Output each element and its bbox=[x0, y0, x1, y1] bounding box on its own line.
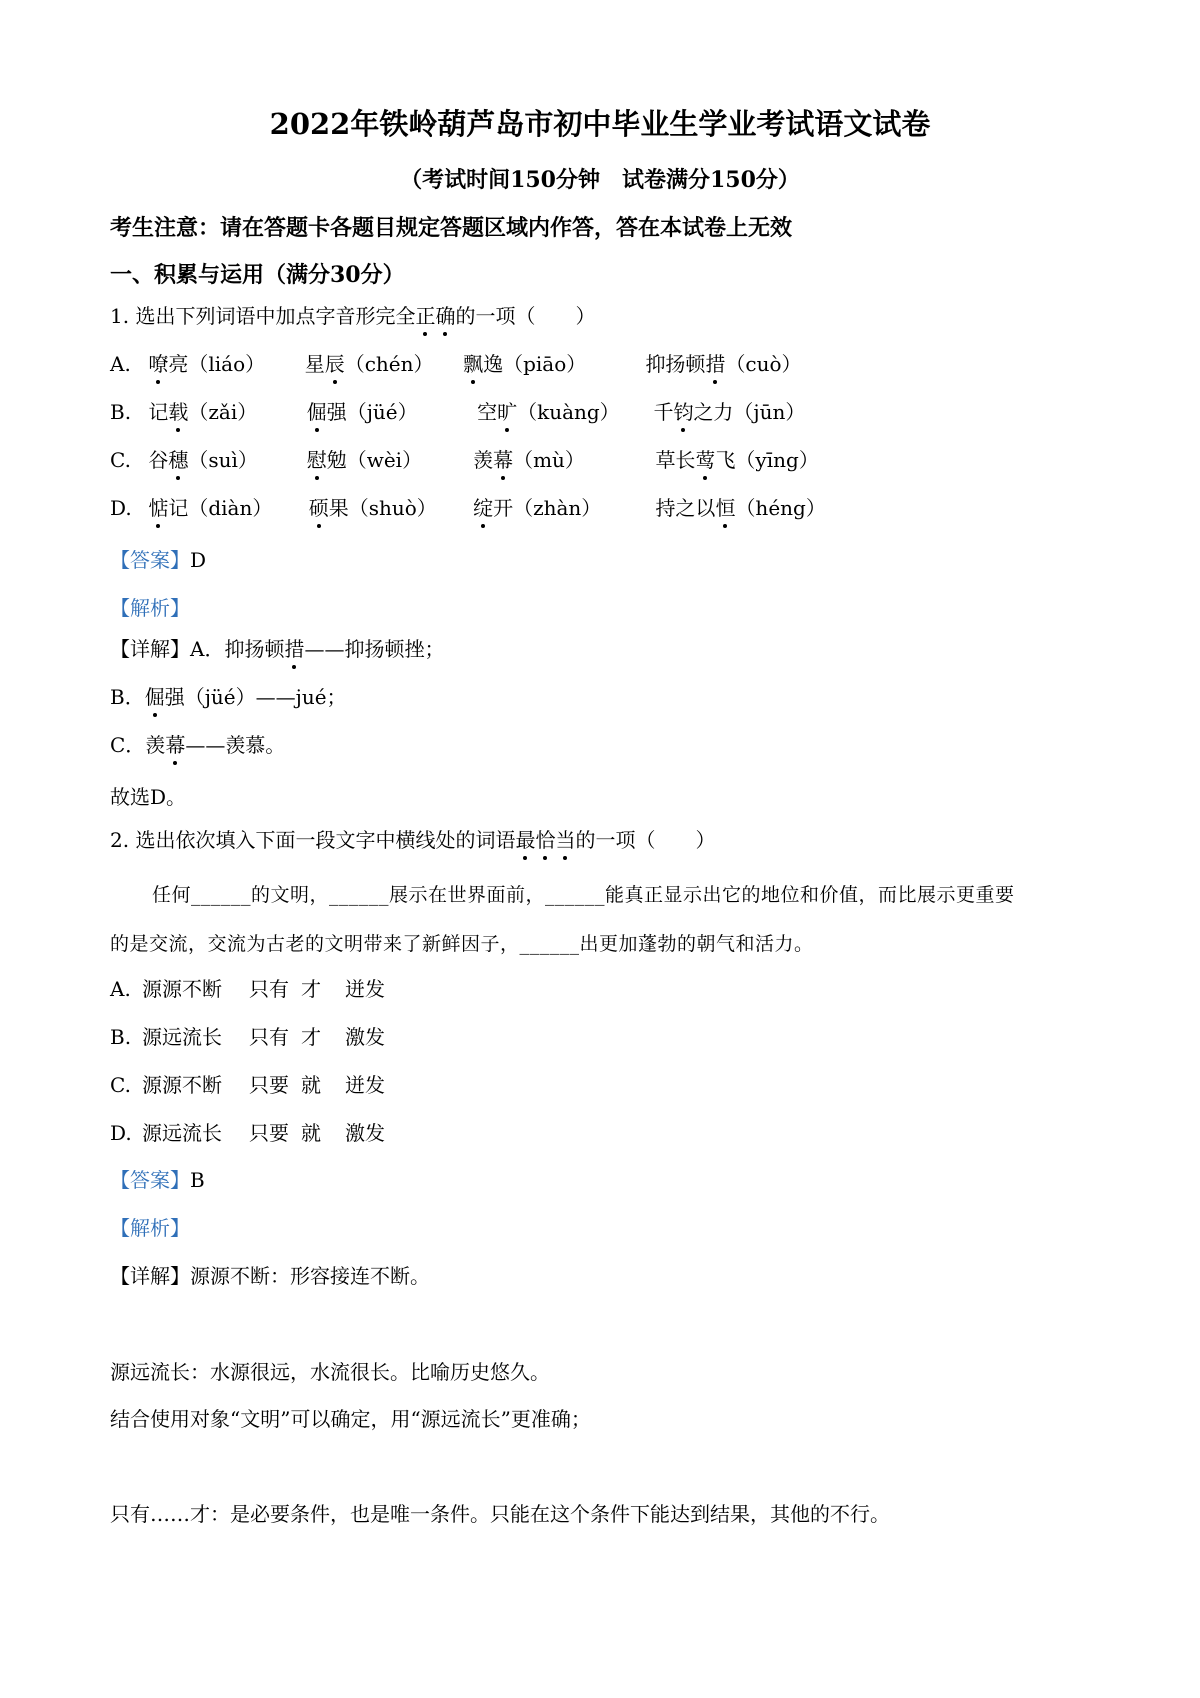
option-item: 千钧之力（jūn） bbox=[653, 400, 806, 424]
q2-passage-line: 的是交流，交流为古老的文明带来了新鲜因子，______出更加蓬勃的朝气和活力。 bbox=[110, 933, 814, 955]
page-subtitle: （考试时间150分钟 试卷满分150分） bbox=[400, 167, 800, 193]
option-item: 硕果（shuò） bbox=[308, 496, 437, 520]
option-item: 羡幕（mù） bbox=[473, 448, 585, 472]
option-label: B. bbox=[110, 400, 132, 424]
option-item: 谷穗（suì） bbox=[148, 448, 258, 472]
q2-detail-line: 【详解】源源不断：形容接连不断。 bbox=[110, 1264, 430, 1288]
q1-option-row bbox=[110, 350, 802, 378]
q2-analysis-tag: 【解析】 bbox=[110, 1216, 190, 1240]
dotted-char: 幕 bbox=[493, 448, 514, 472]
q1-option-row bbox=[110, 494, 826, 522]
option-item: 记载（zǎi） bbox=[148, 400, 258, 424]
q2-option: A. 源源不断 只有 才 迸发 bbox=[110, 977, 385, 1001]
option-item: 空旷（kuàng） bbox=[477, 400, 620, 424]
option-label: C. bbox=[110, 1073, 131, 1097]
dotted-char: 惦 bbox=[148, 496, 169, 520]
q2-detail-line: 只有……才：是必要条件，也是唯一条件。只能在这个条件下能达到结果，其他的不行。 bbox=[110, 1502, 890, 1526]
dotted-char: 钧 bbox=[673, 400, 694, 424]
dotted-char: 硕 bbox=[308, 496, 329, 520]
q1-detail-line: 【详解】A．抑扬顿措——抑扬顿挫； bbox=[110, 637, 445, 661]
q2-option: D. 源远流长 只要 就 激发 bbox=[110, 1121, 385, 1145]
q1-conclusion: 故选D。 bbox=[110, 785, 187, 809]
q2-option: C. 源源不断 只要 就 迸发 bbox=[110, 1073, 385, 1097]
option-label: D. bbox=[110, 496, 132, 520]
option-item: 绽开（zhàn） bbox=[473, 496, 602, 520]
option-label: B. bbox=[110, 1025, 132, 1049]
answer-value: D bbox=[190, 548, 207, 572]
question-1-stem bbox=[110, 302, 595, 330]
option-item: 慰勉（wèi） bbox=[306, 448, 423, 472]
q1-detail-line: C．羡幕——羡慕。 bbox=[110, 733, 286, 757]
dotted-char: 莺 bbox=[695, 448, 716, 472]
option-item: 星辰（chén） bbox=[304, 352, 434, 376]
dotted-char: 恒 bbox=[715, 496, 736, 520]
answer-tag: 【答案】 bbox=[110, 1168, 190, 1192]
option-label: C. bbox=[110, 448, 131, 472]
option-label: A. bbox=[110, 352, 131, 376]
q1-option-row bbox=[110, 398, 805, 426]
option-item: 抑扬顿措（cuò） bbox=[645, 352, 802, 376]
dotted-char: 辰 bbox=[324, 352, 345, 376]
q2-answer bbox=[110, 1166, 205, 1194]
page-title: 2022年铁岭葫芦岛市初中毕业生学业考试语文试卷 bbox=[269, 107, 931, 141]
section-heading: 一、积累与运用（满分30分） bbox=[110, 262, 405, 288]
q1-stem-text: 1. 选出下列词语中加点字音形完全 bbox=[110, 304, 416, 328]
answer-tag: 【答案】 bbox=[110, 548, 190, 572]
q2-passage-line: 任何______的文明，______展示在世界面前，______能真正显示出它的地位和价值，而比展示更重要 bbox=[152, 884, 1015, 906]
dotted-char: 穗 bbox=[168, 448, 189, 472]
q2-detail-line: 结合使用对象“文明”可以确定，用“源远流长”更准确； bbox=[110, 1407, 591, 1431]
dotted-char: 载 bbox=[168, 400, 189, 424]
q1-stem-dotted-char: 正 bbox=[415, 304, 436, 328]
q1-analysis-tag: 【解析】 bbox=[110, 596, 190, 620]
dotted-char: 当 bbox=[555, 828, 576, 852]
dotted-char: 慰 bbox=[306, 448, 327, 472]
q1-stem-dotted-char: 确 bbox=[435, 304, 456, 328]
q2-option: B. 源远流长 只有 才 激发 bbox=[110, 1025, 385, 1049]
answer-value: B bbox=[190, 1168, 205, 1192]
option-item: 持之以恒（héng） bbox=[655, 496, 826, 520]
dotted-char: 嘹 bbox=[148, 352, 169, 376]
q1-option-row bbox=[110, 446, 819, 474]
dotted-char: 最 bbox=[515, 828, 536, 852]
q1-answer bbox=[110, 546, 206, 574]
option-item: 倔强（jüé） bbox=[306, 400, 418, 424]
option-item: 飘逸（piāo） bbox=[463, 352, 587, 376]
detail-tag: 【详解】 bbox=[110, 1264, 190, 1288]
option-item: 嘹亮（liáo） bbox=[148, 352, 266, 376]
dotted-char: 旷 bbox=[497, 400, 518, 424]
option-label: D. bbox=[110, 1121, 132, 1145]
dotted-char: 措 bbox=[705, 352, 726, 376]
exam-notice: 考生注意：请在答题卡各题目规定答题区域内作答，答在本试卷上无效 bbox=[110, 215, 793, 241]
dotted-char: 幕 bbox=[165, 733, 186, 757]
q2-detail-line: 源远流长：水源很远，水流很长。比喻历史悠久。 bbox=[110, 1360, 550, 1384]
option-label: A. bbox=[110, 977, 131, 1001]
dotted-char: 措 bbox=[284, 637, 305, 661]
dotted-char: 倔 bbox=[144, 685, 165, 709]
dotted-char: 飘 bbox=[463, 352, 484, 376]
dotted-char: 绽 bbox=[473, 496, 494, 520]
option-item: 惦记（diàn） bbox=[148, 496, 273, 520]
q1-detail-line: B．倔强（jüé）——jué； bbox=[110, 685, 347, 709]
detail-tag: 【详解】 bbox=[110, 637, 190, 661]
dotted-char: 倔 bbox=[306, 400, 327, 424]
dotted-char: 恰 bbox=[535, 828, 556, 852]
option-item: 草长莺飞（yīng） bbox=[655, 448, 819, 472]
question-2-stem: 2. 选出依次填入下面一段文字中横线处的词语最恰当的一项（ ） bbox=[110, 828, 716, 852]
q1-stem-text: 的一项（ ） bbox=[455, 304, 596, 328]
